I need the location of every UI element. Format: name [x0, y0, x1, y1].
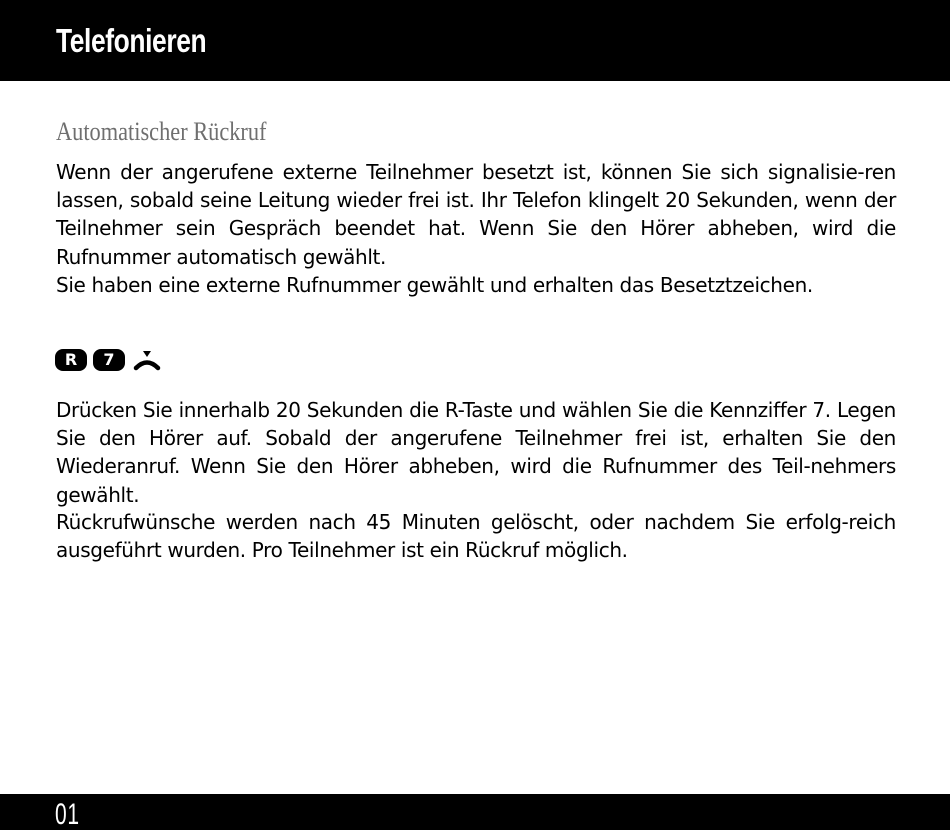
r-key-icon: R [55, 349, 87, 371]
section-heading: Automatischer Rückruf [56, 117, 267, 146]
instruction-paragraph: Drücken Sie innerhalb 20 Sekunden die R-Taste und wählen Sie die Kennziffer 7. Legen Sie den Hörer auf. Sobald der angerufene Teilnehmer frei ist, erhalten Sie den Wiederanruf. Wenn Sie den Hörer abheben, wird die Rufnummer des Teil-nehmers gewählt. [56, 398, 896, 507]
seven-key-icon: 7 [93, 349, 125, 371]
footer-bar [0, 794, 950, 830]
handset-hang-up-icon [133, 347, 161, 373]
note-paragraph: Rückrufwünsche werden nach 45 Minuten gelöscht, oder nachdem Sie erfolg-reich ausgeführt wurden. Pro Teilnehmer ist ein Rückruf möglich. [56, 510, 896, 563]
page-number: 01 [55, 798, 80, 831]
page-title: Telefonieren [56, 22, 207, 59]
intro-paragraph: Wenn der angerufene externe Teilnehmer besetzt ist, können Sie sich signalisie-ren lassen, sobald seine Leitung wieder frei ist. Ihr Telefon klingelt 20 Sekunden, wenn der Teilnehmer sein Gespräch beendet hat. Wenn Sie den Hörer abheben, wird die Rufnummer automatisch gewählt. [56, 160, 896, 269]
precondition-paragraph: Sie haben eine externe Rufnummer gewählt und erhalten das Besetztzeichen. [56, 273, 813, 297]
